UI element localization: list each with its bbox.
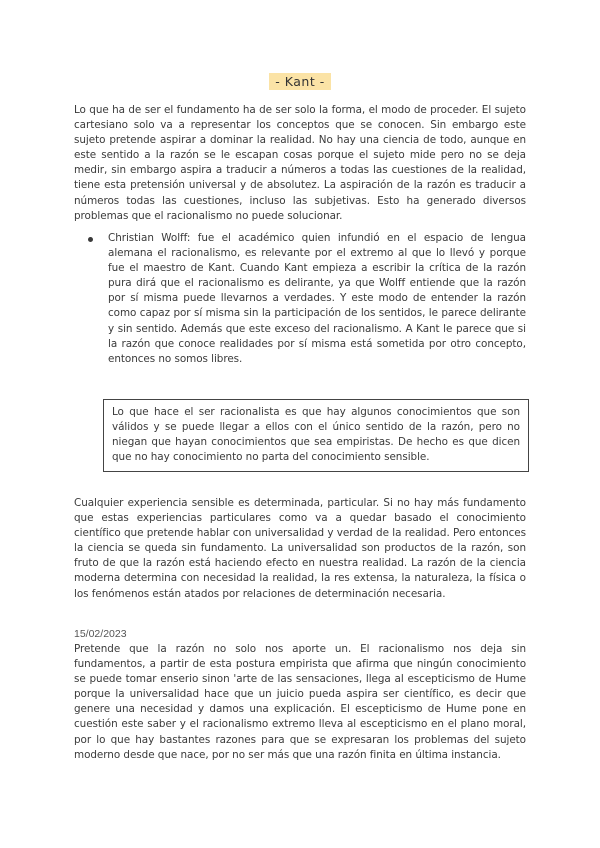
title-container	[0, 71, 600, 90]
bullet-item	[88, 231, 526, 367]
boxed-note	[103, 399, 529, 472]
date-label: 15/02/2023	[74, 628, 127, 640]
bullet-icon	[88, 237, 93, 242]
page-title: - Kant -	[269, 73, 330, 90]
paragraph-3: Pretende que la razón no solo nos aporte un. El racionalismo nos deja sin fundamentos, a partir de esta postura empirista que afirma que ningún conocimiento se puede tomar enserio sinon 'arte de las sensaciones, llega al escepticismo de Hume porque la universalidad hace que un juicio pueda aspira ser científico, es decir que genere una necesidad y damos una explicación. El escepticismo de Hume pone en cuestión este saber y el racionalismo extremo lleva al escepticismo en el plano moral, por lo que hay bastantes razones para que se expresaran los problemas del sujeto moderno desde que nace, por no ser más que una razón finita en última instancia.	[74, 643, 526, 761]
bullet-text: Christian Wolff: fue el académico quien infundió en el espacio de lengua alemana el racionalismo, es relevante por el extremo al que lo llevó y porque fue el maestro de Kant. Cuando Kant empieza a escribir la crítica de la razón pura dirá que el racionalismo es delirante, ya que Wolff entiende que la razón por sí misma puede llevarnos a verdades. Y este modo de entender la razón como capaz por sí misma sin la participación de los sentidos, le parece delirante y sin sentido. Además que este exceso del racionalismo. A Kant le parece que si la razón que conoce realidades por sí misma está sometida por otro concepto, entonces no somos libres.	[108, 232, 526, 365]
paragraph-1: Lo que ha de ser el fundamento ha de ser solo la forma, el modo de proceder. El sujeto cartesiano solo va a representar los conceptos que se conocen. Sin embargo este sujeto pretende aspirar a dominar la realidad. No hay una ciencia de todo, aunque en este sentido a la razón se le escapan cosas porque el sujeto mide pero no se deja medir, sin embargo aspira a traducir a números a todas las cuestiones de la realidad, tiene esta pretensión universal y de absolutez. La aspiración de la razón es traducir a números todas las cuestiones, incluso las subjetivas. Esto ha generado diversos problemas que el racionalismo no puede solucionar.	[74, 104, 526, 222]
paragraph-2: Cualquier experiencia sensible es determinada, particular. Si no hay más fundamento que estas experiencias particulares como va a quedar basado el conocimiento científico que pretende hablar con universalidad y verdad de la realidad. Pero entonces la ciencia se queda sin fundamento. La universalidad son productos de la razón, son fruto de que la razón está haciendo efecto en nuestra realidad. La razón de la ciencia moderna determina con necesidad la realidad, la res extensa, la naturaleza, la física o los fenómenos están atados por relaciones de determinación necesaria.	[74, 497, 526, 600]
boxed-note-text: Lo que hace el ser racionalista es que hay algunos conocimientos que son válidos y se puede llegar a ellos con el único sentido de la razón, pero no niegan que hayan conocimientos que sea empiristas. De hecho es que dicen que no hay conocimiento no parta del conocimiento sensible.	[112, 406, 520, 464]
